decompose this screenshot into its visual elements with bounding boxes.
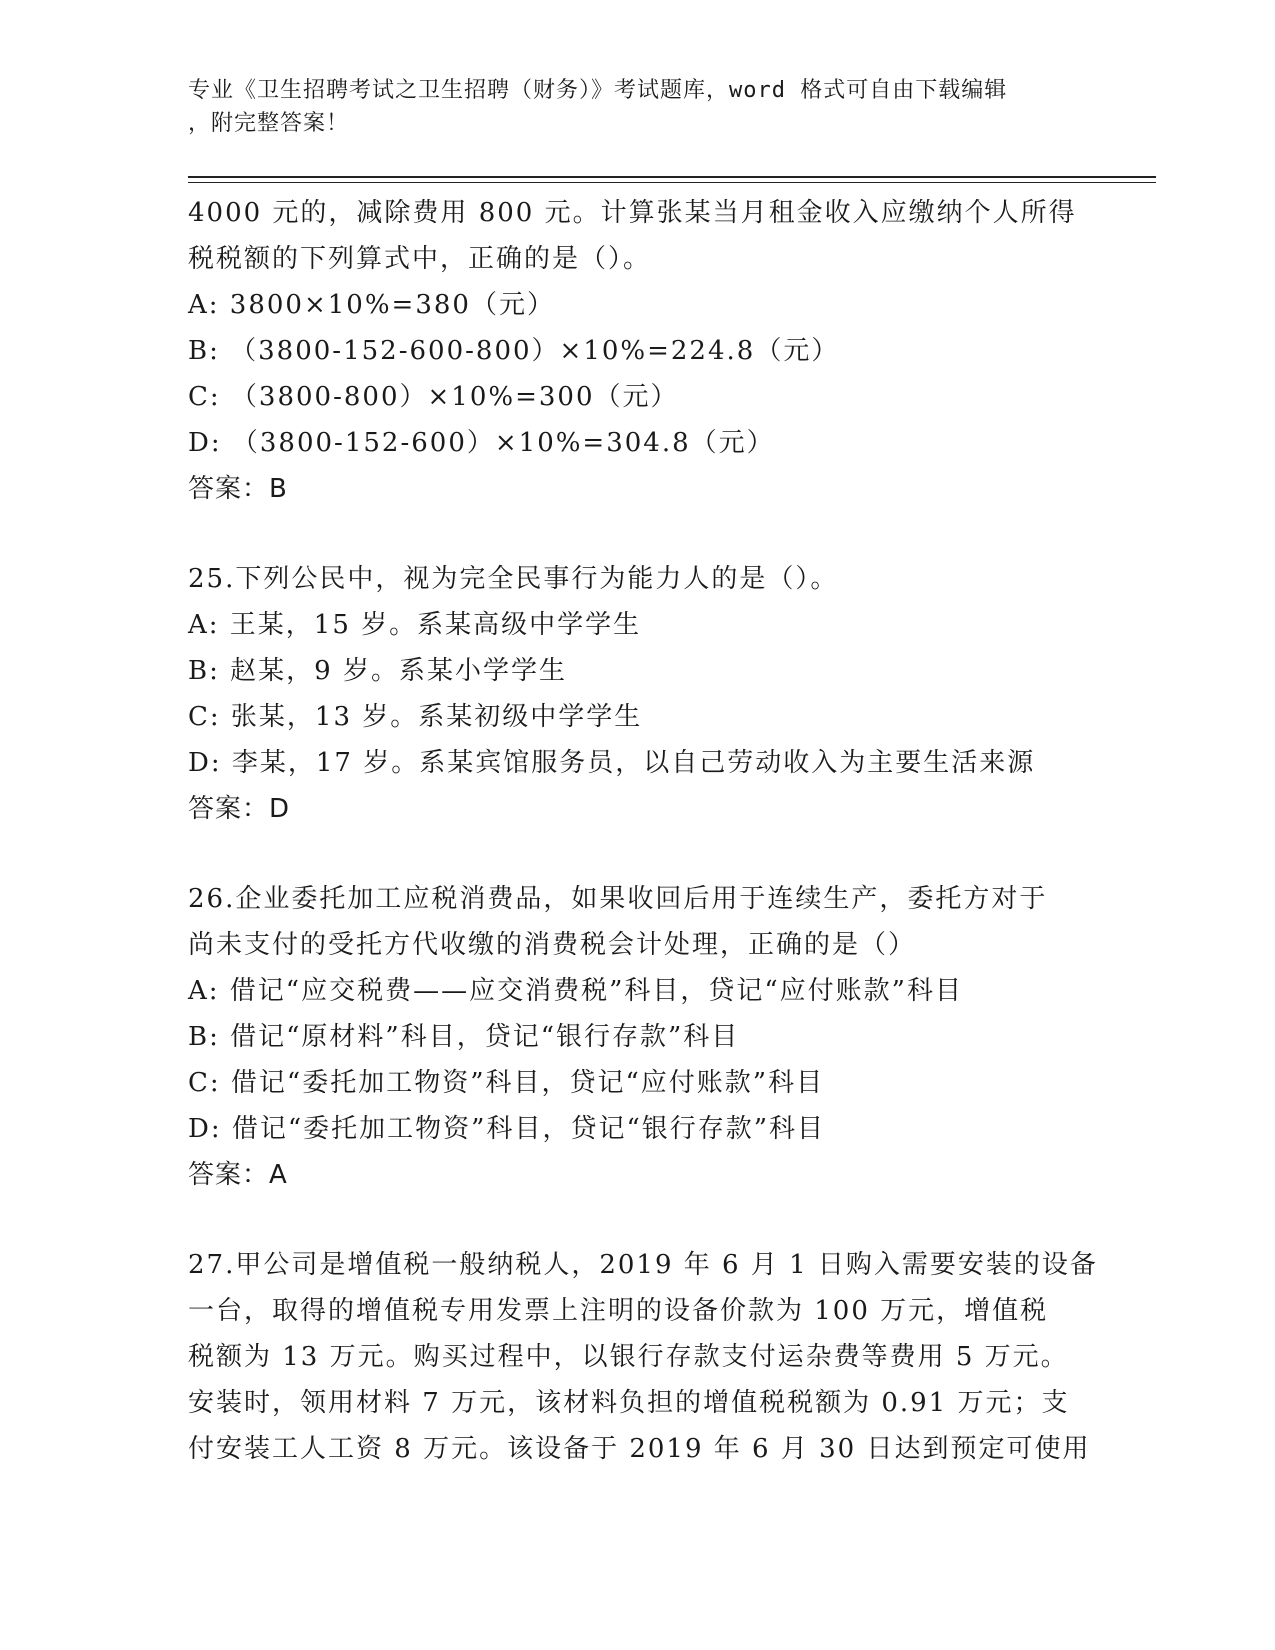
question-stem: 税税额的下列算式中，正确的是（）。	[188, 244, 652, 274]
question-26	[188, 876, 1088, 1198]
question-stem: 尚未支付的受托方代收缴的消费税会计处理，正确的是（）	[188, 930, 917, 960]
option-a: A: 借记“应交税费——应交消费税”科目，贷记“应付账款”科目	[188, 976, 963, 1006]
option-d: D: 借记“委托加工物资”科目，贷记“银行存款”科目	[188, 1114, 826, 1144]
page-header	[188, 74, 1088, 140]
option-d: D: （3800-152-600）×10%=304.8（元）	[188, 428, 775, 458]
question-24	[188, 190, 1088, 512]
option-c: C: 借记“委托加工物资”科目，贷记“应付账款”科目	[188, 1068, 825, 1098]
question-27	[188, 1242, 1098, 1472]
question-stem: 一台，取得的增值税专用发票上注明的设备价款为 100 万元，增值税	[188, 1296, 1049, 1326]
option-b: B: （3800-152-600-800）×10%=224.8（元）	[188, 336, 840, 366]
option-d: D: 李某，17 岁。系某宾馆服务员，以自己劳动收入为主要生活来源	[188, 748, 1036, 778]
header-line-1: 专业《卫生招聘考试之卫生招聘（财务）》考试题库，word 格式可自由下载编辑	[188, 78, 1008, 103]
header-line-2: ，附完整答案！	[188, 111, 350, 136]
option-b: B: 借记“原材料”科目，贷记“银行存款”科目	[188, 1022, 740, 1052]
question-stem: 付安装工人工资 8 万元。该设备于 2019 年 6 月 30 日达到预定可使用	[188, 1434, 1091, 1464]
question-list	[188, 190, 1098, 1472]
question-stem: 27.甲公司是增值税一般纳税人，2019 年 6 月 1 日购入需要安装的设备	[188, 1250, 1098, 1280]
question-stem: 25.下列公民中，视为完全民事行为能力人的是（）。	[188, 564, 839, 594]
question-stem: 安装时，领用材料 7 万元，该材料负担的增值税税额为 0.91 万元；支	[188, 1388, 1070, 1418]
option-a: A: 王某，15 岁。系某高级中学学生	[188, 610, 642, 640]
question-stem: 税额为 13 万元。购买过程中，以银行存款支付运杂费等费用 5 万元。	[188, 1342, 1069, 1372]
answer-label: 答案：B	[188, 474, 288, 504]
header-divider-thin	[188, 182, 1156, 183]
answer-label: 答案：D	[188, 794, 291, 824]
option-b: B: 赵某，9 岁。系某小学学生	[188, 656, 567, 686]
option-c: C: （3800-800）×10%=300（元）	[188, 382, 679, 412]
question-25	[188, 556, 1088, 832]
header-divider-thick	[188, 176, 1156, 178]
answer-label: 答案：A	[188, 1160, 288, 1190]
option-c: C: 张某，13 岁。系某初级中学学生	[188, 702, 643, 732]
question-stem: 26.企业委托加工应税消费品，如果收回后用于连续生产，委托方对于	[188, 884, 1048, 914]
question-stem: 4000 元的，减除费用 800 元。计算张某当月租金收入应缴纳个人所得	[188, 198, 1077, 228]
option-a: A: 3800×10%=380（元）	[188, 290, 555, 320]
